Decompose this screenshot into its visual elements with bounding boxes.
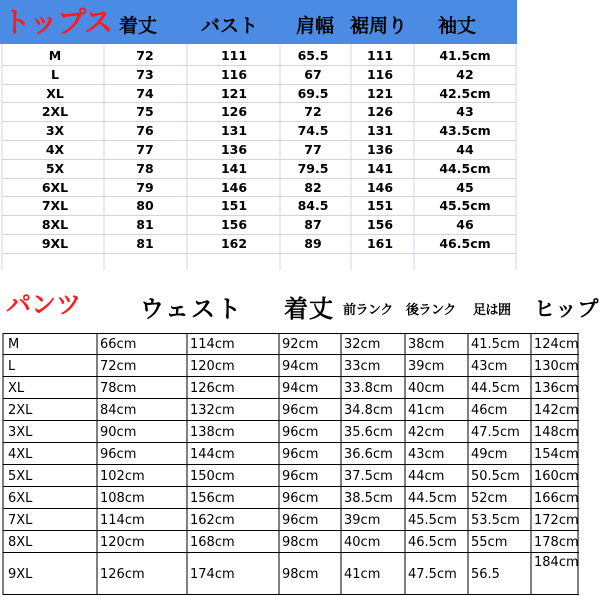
pants-cell: 96cm [282, 491, 319, 506]
pants-cell: 144cm [190, 447, 235, 462]
tops-table-row [0, 102, 517, 121]
pants-table-row [2, 421, 579, 443]
pants-cell: 92cm [282, 337, 319, 352]
pants-cell: 45.5cm [408, 513, 457, 528]
tops-table-row [0, 84, 517, 103]
pants-cell: 84cm [100, 403, 137, 418]
tops-cell: 161 [366, 236, 394, 251]
pants-cell: 44.5cm [408, 491, 457, 506]
tops-cell: 79.5 [297, 160, 329, 176]
tops-table-row [0, 215, 517, 234]
pants-cell: 43cm [408, 447, 445, 462]
pants-size-label: 2XL [8, 403, 33, 418]
pants-cell: 41cm [408, 403, 445, 418]
tops-size-label: 6XL [41, 179, 69, 195]
pants-size-label: XL [8, 381, 25, 396]
pants-cell: 184cm [534, 555, 579, 570]
pants-table-row [2, 377, 579, 399]
pants-cell: 34.8cm [344, 403, 393, 418]
tops-cell: 41.5cm [439, 48, 491, 63]
tops-cell: 77 [136, 142, 154, 157]
tops-cell: 87 [304, 217, 322, 233]
tops-cell: 43.5cm [439, 123, 491, 139]
pants-cell: 49cm [471, 447, 508, 462]
pants-cell: 33cm [344, 359, 381, 374]
tops-cell: 81 [136, 236, 154, 251]
pants-cell: 44cm [408, 469, 445, 484]
pants-size-label: 3XL [8, 425, 33, 440]
pants-size-label: 5XL [8, 469, 33, 484]
tops-cell: 80 [136, 198, 154, 214]
pants-cell: 162cm [190, 513, 235, 528]
pants-size-label: 9XL [8, 567, 33, 582]
tops-cell: 89 [304, 236, 322, 251]
pants-cell: 154cm [534, 447, 579, 462]
tops-cell: 126 [220, 104, 248, 120]
tops-header-shoulder: 肩幅 [296, 15, 335, 37]
pants-title: パンツ [6, 290, 82, 319]
pants-cell: 96cm [282, 469, 319, 484]
tops-cell: 44.5cm [439, 160, 491, 176]
pants-cell: 47.5cm [408, 567, 457, 582]
pants-cell: 96cm [282, 513, 319, 528]
pants-table-row [2, 553, 579, 595]
pants-cell: 114cm [100, 513, 145, 528]
pants-cell: 40cm [344, 535, 381, 550]
tops-cell: 116 [220, 66, 248, 82]
tops-cell: 46 [456, 217, 474, 233]
pants-cell: 35.6cm [344, 425, 393, 440]
pants-cell: 46cm [471, 403, 508, 418]
pants-cell: 124cm [534, 337, 579, 352]
tops-cell: 79 [136, 179, 154, 195]
pants-table-row [2, 509, 579, 531]
pants-cell: 160cm [534, 469, 579, 484]
pants-size-label: 6XL [8, 491, 33, 506]
pants-cell: 72cm [100, 359, 137, 374]
tops-cell: 141 [220, 160, 248, 176]
pants-cell: 94cm [282, 381, 319, 396]
tops-cell: 44 [456, 142, 474, 157]
pants-header-hip: ヒップ [534, 297, 600, 321]
pants-cell: 55cm [471, 535, 508, 550]
tops-table [0, 44, 517, 270]
tops-cell: 121 [220, 85, 248, 101]
pants-header-back-rise: 後ランク [406, 303, 456, 318]
pants-cell: 56.5 [471, 567, 500, 582]
pants-cell: 114cm [190, 337, 235, 352]
pants-cell: 78cm [100, 381, 137, 396]
pants-cell: 39cm [344, 513, 381, 528]
pants-cell: 38.5cm [344, 491, 393, 506]
pants-cell: 39cm [408, 359, 445, 374]
pants-cell: 36.6cm [344, 447, 393, 462]
tops-cell: 74.5 [297, 123, 329, 139]
pants-table-row [2, 531, 579, 553]
tops-cell: 136 [366, 142, 394, 157]
tops-cell: 72 [136, 48, 154, 63]
pants-header-front-rise: 前ランク [343, 303, 393, 318]
tops-cell: 162 [220, 236, 248, 251]
tops-size-label: M [48, 48, 62, 63]
pants-cell: 120cm [100, 535, 145, 550]
tops-cell: 45.5cm [439, 198, 491, 214]
pants-cell: 96cm [282, 403, 319, 418]
pants-table-row [2, 355, 579, 377]
pants-cell: 40cm [408, 381, 445, 396]
pants-size-chart [0, 280, 600, 596]
pants-cell: 136cm [534, 381, 579, 396]
tops-cell: 76 [136, 123, 154, 139]
pants-cell: 178cm [534, 535, 579, 550]
tops-cell: 131 [220, 123, 248, 139]
pants-cell: 47.5cm [471, 425, 520, 440]
tops-cell: 146 [220, 179, 248, 195]
pants-cell: 90cm [100, 425, 137, 440]
tops-cell: 82 [304, 179, 322, 195]
tops-size-label: 5X [45, 160, 65, 176]
pants-table-row [2, 443, 579, 465]
pants-cell: 174cm [190, 567, 235, 582]
pants-cell: 102cm [100, 469, 145, 484]
tops-cell: 67 [304, 66, 322, 82]
tops-table-row [0, 65, 517, 84]
pants-cell: 156cm [190, 491, 235, 506]
pants-size-label: 8XL [8, 535, 33, 550]
pants-cell: 166cm [534, 491, 579, 506]
pants-cell: 126cm [190, 381, 235, 396]
tops-header-length: 着丈 [119, 15, 158, 37]
tops-cell: 75 [136, 104, 154, 120]
tops-size-label: 4X [45, 142, 65, 157]
pants-cell: 94cm [282, 359, 319, 374]
pants-cell: 96cm [100, 447, 137, 462]
pants-size-label: 4XL [8, 447, 33, 462]
tops-cell: 81 [136, 217, 154, 233]
tops-cell: 74 [136, 85, 154, 101]
tops-size-label: 3X [45, 123, 65, 139]
pants-table-row [2, 333, 579, 355]
pants-cell: 43cm [471, 359, 508, 374]
tops-cell: 69.5 [297, 85, 329, 101]
pants-cell: 130cm [534, 359, 579, 374]
tops-cell: 146 [366, 179, 394, 195]
pants-cell: 126cm [100, 567, 145, 582]
tops-cell: 141 [366, 160, 394, 176]
pants-cell: 50.5cm [471, 469, 520, 484]
tops-size-label: 7XL [41, 198, 69, 214]
pants-cell: 66cm [100, 337, 137, 352]
pants-cell: 42cm [408, 425, 445, 440]
tops-cell: 65.5 [297, 48, 329, 63]
tops-cell: 131 [366, 123, 394, 139]
tops-cell: 45 [456, 179, 474, 195]
pants-cell: 46.5cm [408, 535, 457, 550]
pants-cell: 120cm [190, 359, 235, 374]
tops-table-row [0, 140, 517, 159]
pants-header-hem: 足は囲 [473, 303, 511, 318]
pants-table-row [2, 399, 579, 421]
pants-cell: 98cm [282, 567, 319, 582]
pants-cell: 148cm [534, 425, 579, 440]
tops-cell: 77 [304, 142, 322, 157]
pants-header-waist: ウェスト [140, 295, 244, 323]
tops-cell: 72 [304, 104, 322, 120]
pants-cell: 41.5cm [471, 337, 520, 352]
pants-table-row [2, 465, 579, 487]
pants-cell: 168cm [190, 535, 235, 550]
pants-cell: 98cm [282, 535, 319, 550]
tops-cell: 156 [366, 217, 394, 233]
tops-cell: 43 [456, 104, 474, 120]
tops-cell: 151 [220, 198, 248, 214]
pants-cell: 150cm [190, 469, 235, 484]
tops-table-row [0, 46, 517, 65]
tops-cell: 73 [136, 66, 154, 82]
tops-cell: 121 [366, 85, 394, 101]
tops-cell: 46.5cm [439, 236, 491, 251]
pants-cell: 138cm [190, 425, 235, 440]
tops-cell: 84.5 [297, 198, 329, 214]
tops-size-label: L [51, 66, 59, 82]
tops-cell: 111 [220, 48, 248, 63]
tops-table-row [0, 234, 517, 253]
tops-header-hem: 裾周り [350, 15, 408, 37]
tops-table-row [0, 121, 517, 140]
pants-size-label: 7XL [8, 513, 33, 528]
tops-cell: 111 [366, 48, 394, 63]
pants-table-row [2, 487, 579, 509]
pants-size-label: L [8, 359, 16, 374]
pants-table [2, 333, 579, 595]
tops-size-label: 2XL [41, 104, 69, 120]
tops-header-sleeve: 袖丈 [438, 15, 477, 37]
pants-cell: 38cm [408, 337, 445, 352]
pants-cell: 52cm [471, 491, 508, 506]
tops-size-label: 8XL [41, 217, 69, 233]
tops-size-label: 9XL [41, 236, 69, 251]
tops-cell: 42 [456, 66, 474, 82]
pants-cell: 41cm [344, 567, 381, 582]
tops-title: トップス [2, 5, 112, 39]
tops-header-bust: バスト [201, 15, 259, 37]
pants-cell: 132cm [190, 403, 235, 418]
pants-cell: 33.8cm [344, 381, 393, 396]
tops-table-row [0, 159, 517, 178]
pants-cell: 96cm [282, 447, 319, 462]
tops-table-row [0, 196, 517, 215]
pants-cell: 32cm [344, 337, 381, 352]
pants-cell: 44.5cm [471, 381, 520, 396]
tops-cell: 156 [220, 217, 248, 233]
tops-cell: 126 [366, 104, 394, 120]
tops-size-label: XL [46, 85, 64, 101]
pants-cell: 142cm [534, 403, 579, 418]
pants-cell: 172cm [534, 513, 579, 528]
tops-cell: 116 [366, 66, 394, 82]
tops-cell: 78 [136, 160, 154, 176]
tops-table-row [0, 178, 517, 197]
tops-cell: 136 [220, 142, 248, 157]
pants-cell: 37.5cm [344, 469, 393, 484]
tops-cell: 151 [366, 198, 394, 214]
pants-cell: 96cm [282, 425, 319, 440]
tops-cell: 42.5cm [439, 85, 491, 101]
tops-size-chart [0, 0, 600, 272]
pants-size-label: M [8, 337, 20, 352]
pants-cell: 108cm [100, 491, 145, 506]
pants-header-length: 着丈 [284, 295, 334, 323]
pants-cell: 53.5cm [471, 513, 520, 528]
